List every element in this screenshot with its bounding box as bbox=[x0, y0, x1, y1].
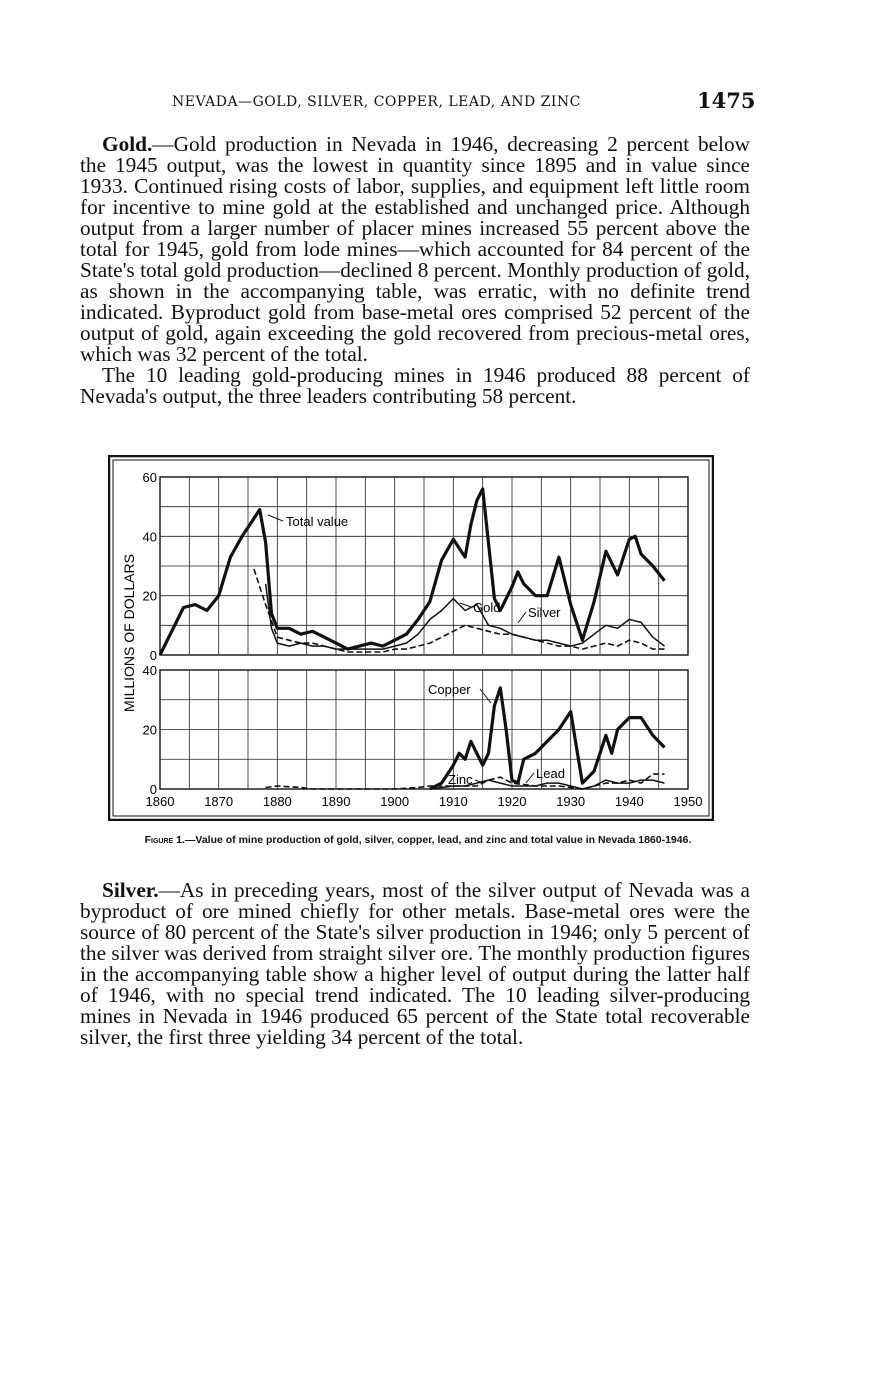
xtick-label: 1890 bbox=[321, 794, 351, 809]
figure-caption bbox=[84, 834, 752, 846]
xtick-label: 1910 bbox=[438, 794, 468, 809]
outer-frame bbox=[109, 456, 713, 820]
gold-section bbox=[80, 134, 750, 407]
silver-series-label: Silver bbox=[528, 605, 561, 620]
y-axis-title: MILLIONS OF DOLLARS bbox=[121, 554, 137, 712]
gold-heading: Gold. bbox=[102, 132, 153, 156]
total-value-series-label: Total value bbox=[286, 514, 349, 529]
gold-paragraph-2: The 10 leading gold-producing mines in 1946 produced 88 percent of Nevada's output, the three leaders contributing 58 percent. bbox=[80, 363, 750, 408]
bottom-ytick-label: 20 bbox=[142, 722, 157, 738]
bottom-ytick-label: 40 bbox=[142, 663, 157, 678]
top-ytick-label: 20 bbox=[142, 588, 157, 604]
silver-leader-line bbox=[518, 612, 526, 623]
caption-label: Figure 1. bbox=[144, 834, 185, 846]
copper-series-label: Copper bbox=[428, 682, 471, 697]
caption-text: —Value of mine production of gold, silver, copper, lead, and zinc and total value in Nevada 1860-1946. bbox=[184, 834, 692, 846]
silver-text-1: —As in preceding years, most of the silver output of Nevada was a byproduct of ore mined chiefly for other metals. Base-metal ores were the source of 80 percent of the State's silver production in 1946; only 5 percent of the silver was derived from straight silver ore. The monthly production figures in the accompanying table show a higher level of output during the latter half of 1946, with no special trend indicated. The 10 leading silver-producing mines in Nevada in 1946 produced 65 percent of the State total recoverable silver, the first three yielding 34 percent of the total. bbox=[80, 878, 750, 1049]
page-header bbox=[0, 88, 873, 116]
figure-1 bbox=[108, 455, 714, 821]
top-ytick-label: 60 bbox=[142, 470, 157, 485]
gold-paragraph-1 bbox=[80, 134, 750, 365]
xtick-label: 1860 bbox=[145, 794, 175, 809]
xtick-label: 1880 bbox=[262, 794, 292, 809]
zinc-series-label: Zinc bbox=[448, 772, 473, 787]
running-title: NEVADA—GOLD, SILVER, COPPER, LEAD, AND ZINC bbox=[172, 94, 581, 110]
xtick-label: 1920 bbox=[497, 794, 527, 809]
silver-heading: Silver. bbox=[102, 878, 159, 902]
xtick-label: 1870 bbox=[204, 794, 234, 809]
gold-series-label: Gold bbox=[473, 600, 501, 615]
silver-paragraph-1 bbox=[80, 880, 750, 1048]
top-ytick-label: 0 bbox=[149, 648, 157, 663]
xtick-label: 1900 bbox=[380, 794, 410, 809]
lead-series-label: Lead bbox=[536, 766, 565, 781]
chart-layer bbox=[121, 470, 702, 809]
silver-section bbox=[80, 880, 750, 1048]
gold-text-1: —Gold production in Nevada in 1946, decreasing 2 percent below the 1945 output, was the lowest in quantity since 1895 and in value since 1933. Continued rising costs of labor, supplies, and equipment left little room for incentive to mine gold at the established and unchanged price. Although output from a larger number of placer mines increased 55 percent above the total for 1945, gold from lode mines—which accounted for 84 percent of the State's total gold production—declined 8 percent. Monthly production of gold, as shown in the accompanying table, was erratic, with no definite trend indicated. Byproduct gold from base-metal ores comprised 52 percent of the output of gold, again exceeding the gold recovered from precious-metal ores, which was 32 percent of the total. bbox=[80, 132, 750, 366]
copper-leader-line bbox=[480, 689, 491, 703]
page-number: 1475 bbox=[697, 88, 756, 113]
top-ytick-label: 40 bbox=[142, 529, 157, 545]
xtick-label: 1930 bbox=[556, 794, 586, 809]
production-chart bbox=[108, 455, 714, 821]
total-value-leader-line bbox=[268, 515, 283, 521]
top-series-total-value bbox=[160, 489, 665, 655]
bottom-ytick-label: 0 bbox=[149, 782, 157, 797]
xtick-label: 1950 bbox=[673, 794, 703, 809]
top-series-silver bbox=[254, 569, 665, 652]
xtick-label: 1940 bbox=[614, 794, 644, 809]
inner-frame bbox=[113, 460, 709, 816]
lead-leader-line bbox=[526, 773, 534, 783]
